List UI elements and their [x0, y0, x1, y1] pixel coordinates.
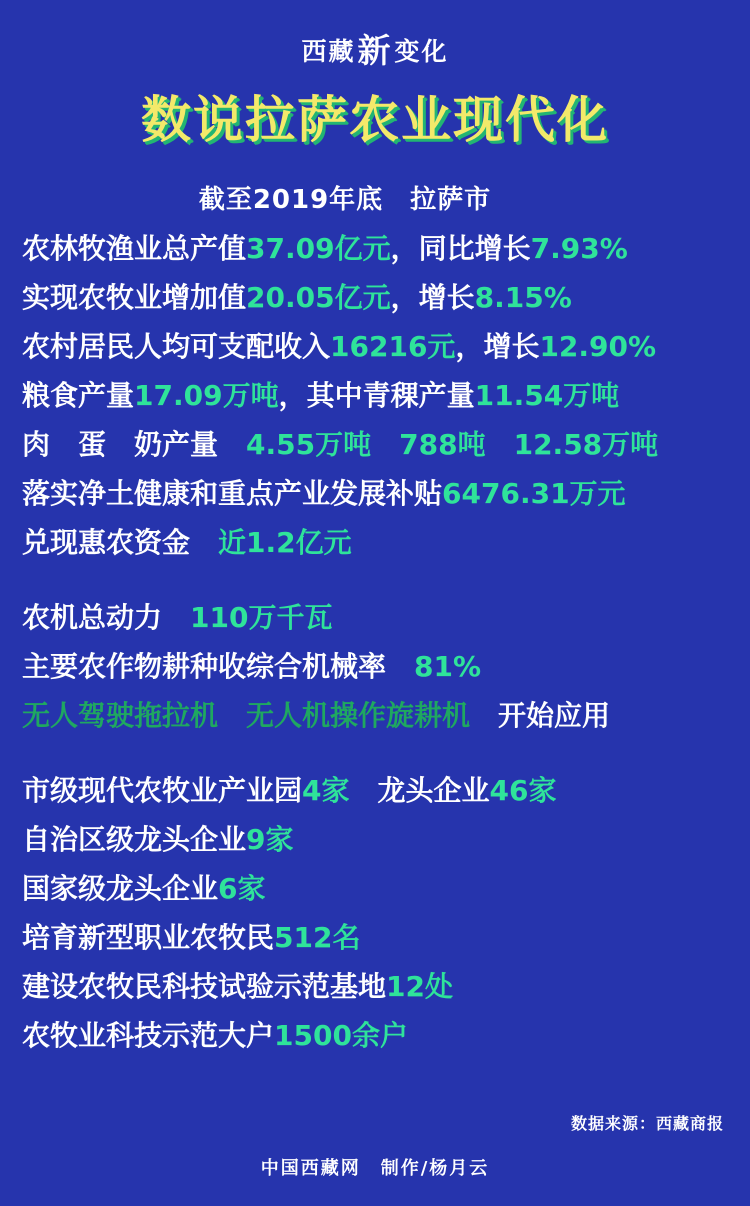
stat-line	[22, 642, 728, 691]
stat-value: 37.09亿元	[246, 232, 391, 265]
section1-lines	[22, 224, 728, 567]
stat-value: 7.93%	[530, 232, 628, 265]
content-area	[0, 159, 750, 1060]
stat-line	[22, 371, 728, 420]
eyebrow-suffix: 变化	[394, 37, 449, 66]
stat-label: 农机总动力	[22, 601, 191, 634]
stat-value: 81%	[414, 650, 482, 683]
title-container	[0, 89, 750, 159]
eyebrow-emphasis: 新	[357, 31, 393, 70]
stat-line	[22, 469, 728, 518]
section3-lines	[22, 766, 728, 1060]
stat-line	[22, 420, 728, 469]
stat-label: 自治区级龙头企业	[22, 823, 247, 856]
section-divider-1	[22, 567, 728, 593]
stat-label	[486, 428, 514, 461]
stat-label: ，其中青稞产量	[278, 379, 475, 412]
stat-label: 实现农牧业增加值	[22, 281, 247, 314]
stat-label	[371, 428, 399, 461]
stat-value: 12.90%	[539, 330, 657, 363]
stat-label: 农林牧渔业总产值	[22, 232, 247, 265]
section2-lines	[22, 593, 728, 740]
stat-label: 龙头企业	[349, 774, 490, 807]
stat-line	[22, 864, 728, 913]
stat-label: 粮食产量	[22, 379, 135, 412]
stat-value: 110万千瓦	[190, 601, 333, 634]
eyebrow-heading	[0, 0, 750, 70]
section1-subheading: 截至2019年底 拉萨市	[198, 185, 492, 215]
data-source-note: 数据来源：西藏商报	[570, 1114, 724, 1133]
stat-value: 12处	[386, 970, 453, 1003]
stat-label: 兑现惠农资金	[22, 526, 219, 559]
stat-label: 农牧业科技示范大户	[22, 1019, 275, 1052]
stat-highlight: 无人驾驶拖拉机 无人机操作旋耕机	[22, 699, 471, 732]
stat-line	[22, 962, 728, 1011]
stat-value: 46家	[489, 774, 557, 807]
stat-line	[22, 913, 728, 962]
stat-value: 11.54万吨	[474, 379, 620, 412]
stat-value: 512名	[274, 921, 361, 954]
stat-value: 788吨	[399, 428, 486, 461]
stat-line	[22, 691, 728, 740]
stat-label: 市级现代农牧业产业园	[22, 774, 303, 807]
credit-note: 中国西藏网 制作/杨月云	[260, 1158, 490, 1179]
stat-label: 建设农牧民科技试验示范基地	[22, 970, 387, 1003]
stat-line	[22, 1011, 728, 1060]
stat-line	[22, 766, 728, 815]
stat-value: 6476.31万元	[442, 477, 626, 510]
stat-label: 培育新型职业农牧民	[22, 921, 275, 954]
stat-label: 肉 蛋 奶产量	[22, 428, 247, 461]
stat-value: 6家	[218, 872, 266, 905]
stat-value: 4.55万吨	[246, 428, 372, 461]
page-title: 数说拉萨农业现代化	[141, 91, 609, 149]
section-divider-2	[22, 740, 728, 766]
stat-value: 8.15%	[474, 281, 572, 314]
stat-line	[22, 815, 728, 864]
stat-value: 20.05亿元	[246, 281, 391, 314]
stat-label: ，增长	[390, 281, 475, 314]
stat-value: 近1.2亿元	[218, 526, 352, 559]
stat-line	[22, 322, 728, 371]
stat-value: 4家	[302, 774, 350, 807]
stat-line	[22, 224, 728, 273]
stat-value: 9家	[246, 823, 294, 856]
stat-line	[22, 273, 728, 322]
stat-value: 16216元	[330, 330, 456, 363]
stat-line	[22, 518, 728, 567]
stat-value: 12.58万吨	[513, 428, 659, 461]
stat-value: 1500余户	[274, 1019, 408, 1052]
stat-label: ，增长	[455, 330, 540, 363]
stat-label: 农村居民人均可支配收入	[22, 330, 331, 363]
stat-label: 落实净土健康和重点产业发展补贴	[22, 477, 443, 510]
stat-label: 开始应用	[470, 699, 611, 732]
stat-label: ，同比增长	[390, 232, 531, 265]
stat-label: 国家级龙头企业	[22, 872, 219, 905]
eyebrow-prefix: 西藏	[301, 37, 356, 66]
stat-label: 主要农作物耕种收综合机械率	[22, 650, 415, 683]
stat-value: 17.09万吨	[134, 379, 279, 412]
stat-line	[22, 593, 728, 642]
